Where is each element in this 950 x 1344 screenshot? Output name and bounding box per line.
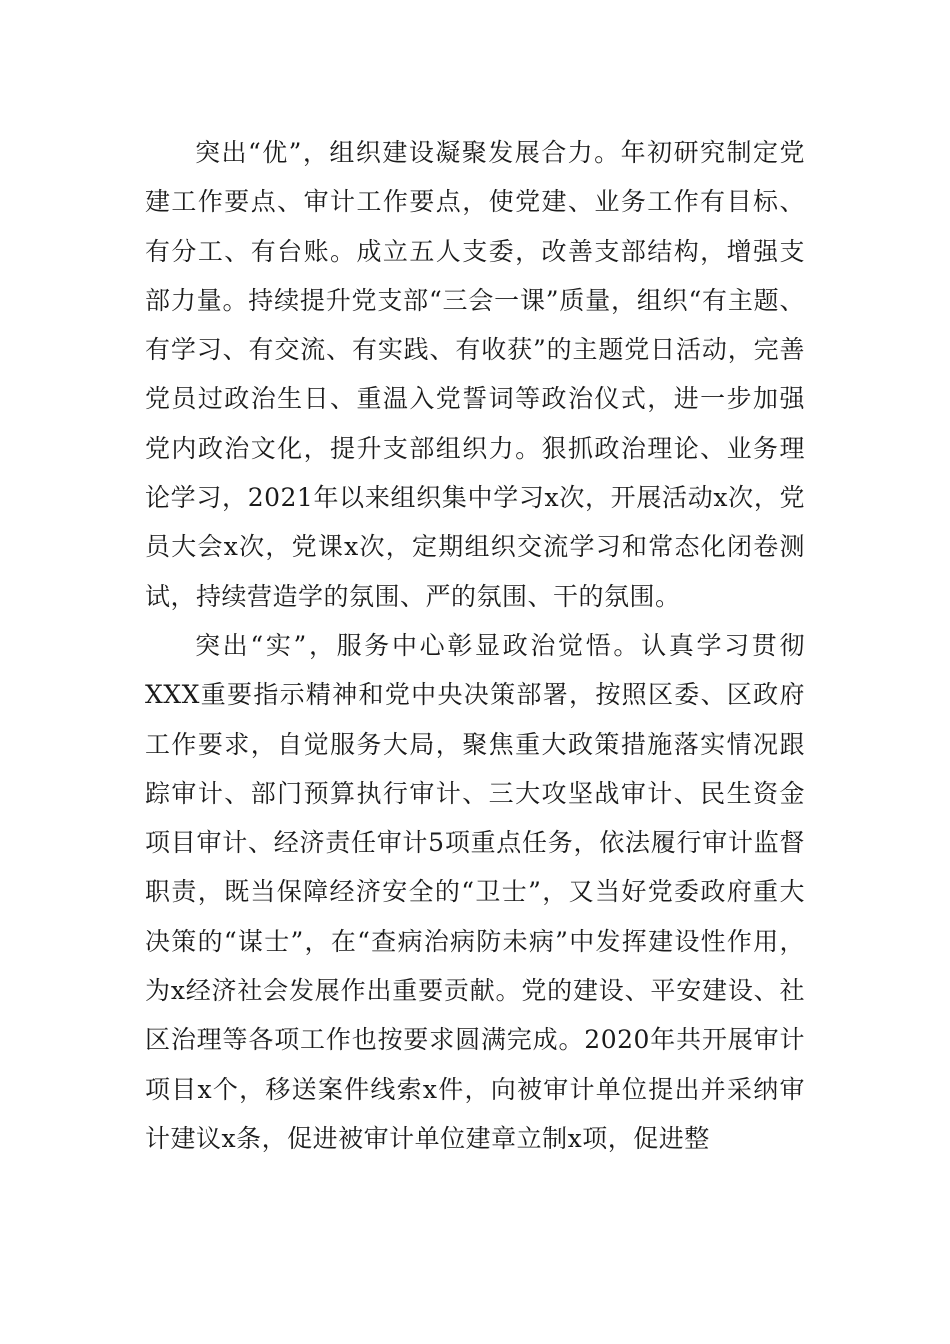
document-body — [145, 128, 805, 1163]
paragraph-service-center: 突出“实”，服务中心彰显政治觉悟。认真学习贯彻XXX重要指示精神和党中央决策部署，按照区委、区政府工作要求，自觉服务大局，聚焦重大政策措施落实情况跟踪审计、部门预算执行审计、三大攻坚战审计、民生资金项目审计、经济责任审计5项重点任务，依法履行审计监督职责，既当保障经济安全的“卫士”，又当好党委政府重大决策的“谋士”，在“查病治病防未病”中发挥建设性作用，为x经济社会发展作出重要贡献。党的建设、平安建设、社区治理等各项工作也按要求圆满完成。2020年共开展审计项目x个，移送案件线索x件，向被审计单位提出并采纳审计建议x条，促进被审计单位建章立制x项，促进整 — [145, 630, 805, 1153]
paragraph-organization-building: 突出“优”，组织建设凝聚发展合力。年初研究制定党建工作要点、审计工作要点，使党建、业务工作有目标、有分工、有台账。成立五人支委，改善支部结构，增强支部力量。持续提升党支部“三会一课”质量，组织“有主题、有学习、有交流、有实践、有收获”的主题党日活动，完善党员过政治生日、重温入党誓词等政治仪式，进一步加强党内政治文化，提升支部组织力。狠抓政治理论、业务理论学习，2021年以来组织集中学习x次，开展活动x次，党员大会x次，党课x次，定期组织交流学习和常态化闭卷测试，持续营造学的氛围、严的氛围、干的氛围。 — [145, 138, 805, 611]
